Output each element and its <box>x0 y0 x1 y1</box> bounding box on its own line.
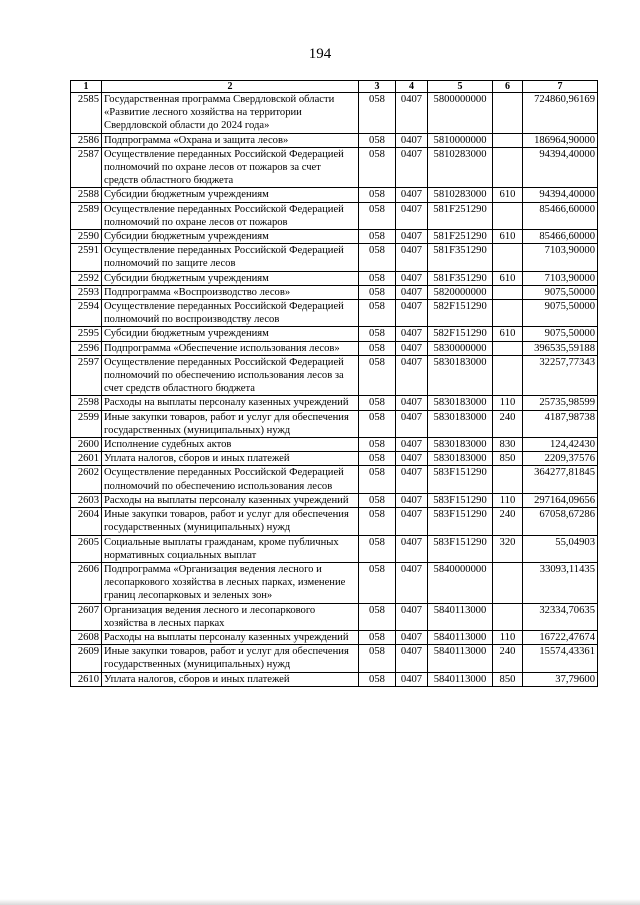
table-row <box>71 645 598 672</box>
section-code: 0407 <box>396 438 428 452</box>
item-name: Осуществление переданных Российской Федерацией полномочий по воспроизводству лесов <box>102 300 359 327</box>
section-code: 0407 <box>396 188 428 202</box>
section-code: 0407 <box>396 535 428 562</box>
table-row <box>71 271 598 285</box>
expense-type-code <box>493 562 523 603</box>
ministry-code: 058 <box>359 285 396 299</box>
ministry-code: 058 <box>359 396 396 410</box>
item-name: Организация ведения лесного и лесопаркового хозяйства в лесных парках <box>102 603 359 630</box>
row-number: 2607 <box>71 603 102 630</box>
header-cell: 1 <box>71 81 102 93</box>
table-row <box>71 355 598 396</box>
amount: 67058,67286 <box>523 508 598 535</box>
expense-type-code: 610 <box>493 271 523 285</box>
row-number: 2592 <box>71 271 102 285</box>
section-code: 0407 <box>396 93 428 134</box>
amount: 7103,90000 <box>523 271 598 285</box>
section-code: 0407 <box>396 341 428 355</box>
item-name: Субсидии бюджетным учреждениям <box>102 230 359 244</box>
header-cell: 2 <box>102 81 359 93</box>
ministry-code: 058 <box>359 672 396 686</box>
row-number: 2606 <box>71 562 102 603</box>
target-article-code: 581F351290 <box>428 244 493 271</box>
target-article-code: 5810283000 <box>428 188 493 202</box>
ministry-code: 058 <box>359 355 396 396</box>
amount: 724860,96169 <box>523 93 598 134</box>
section-code: 0407 <box>396 355 428 396</box>
target-article-code: 583F151290 <box>428 466 493 493</box>
expense-type-code <box>493 133 523 147</box>
expense-type-code: 830 <box>493 438 523 452</box>
section-code: 0407 <box>396 133 428 147</box>
amount: 9075,50000 <box>523 285 598 299</box>
ministry-code: 058 <box>359 438 396 452</box>
expense-type-code <box>493 244 523 271</box>
ministry-code: 058 <box>359 271 396 285</box>
expense-type-code: 610 <box>493 188 523 202</box>
item-name: Подпрограмма «Организация ведения лесного и лесопаркового хозяйства в лесных парках, изменение границ лесопарковых и зеленых зон» <box>102 562 359 603</box>
expense-type-code <box>493 355 523 396</box>
target-article-code: 582F151290 <box>428 327 493 341</box>
target-article-code: 583F151290 <box>428 493 493 507</box>
ministry-code: 058 <box>359 244 396 271</box>
item-name: Подпрограмма «Охрана и защита лесов» <box>102 133 359 147</box>
expense-type-code: 240 <box>493 508 523 535</box>
header-cell: 6 <box>493 81 523 93</box>
table-row <box>71 230 598 244</box>
scan-edge <box>0 899 640 905</box>
ministry-code: 058 <box>359 493 396 507</box>
expense-type-code <box>493 202 523 229</box>
item-name: Субсидии бюджетным учреждениям <box>102 271 359 285</box>
row-number: 2591 <box>71 244 102 271</box>
target-article-code: 5840113000 <box>428 645 493 672</box>
header-cell: 3 <box>359 81 396 93</box>
target-article-code: 5800000000 <box>428 93 493 134</box>
item-name: Иные закупки товаров, работ и услуг для обеспечения государственных (муниципальных) нужд <box>102 410 359 437</box>
row-number: 2595 <box>71 327 102 341</box>
row-number: 2599 <box>71 410 102 437</box>
table-row <box>71 244 598 271</box>
target-article-code: 5830183000 <box>428 410 493 437</box>
table-row <box>71 535 598 562</box>
section-code: 0407 <box>396 493 428 507</box>
ministry-code: 058 <box>359 147 396 188</box>
row-number: 2594 <box>71 300 102 327</box>
section-code: 0407 <box>396 285 428 299</box>
table-row <box>71 672 598 686</box>
amount: 33093,11435 <box>523 562 598 603</box>
row-number: 2596 <box>71 341 102 355</box>
row-number: 2602 <box>71 466 102 493</box>
item-name: Подпрограмма «Обеспечение использования лесов» <box>102 341 359 355</box>
row-number: 2593 <box>71 285 102 299</box>
table-row <box>71 327 598 341</box>
target-article-code: 581F351290 <box>428 271 493 285</box>
table-row <box>71 188 598 202</box>
item-name: Осуществление переданных Российской Федерацией полномочий по охране лесов от пожаров <box>102 202 359 229</box>
item-name: Подпрограмма «Воспроизводство лесов» <box>102 285 359 299</box>
row-number: 2610 <box>71 672 102 686</box>
section-code: 0407 <box>396 508 428 535</box>
expense-type-code <box>493 147 523 188</box>
item-name: Уплата налогов, сборов и иных платежей <box>102 672 359 686</box>
amount: 94394,40000 <box>523 188 598 202</box>
expense-type-code: 850 <box>493 672 523 686</box>
target-article-code: 582F151290 <box>428 300 493 327</box>
expense-type-code: 320 <box>493 535 523 562</box>
item-name: Социальные выплаты гражданам, кроме публичных нормативных социальных выплат <box>102 535 359 562</box>
row-number: 2609 <box>71 645 102 672</box>
amount: 15574,43361 <box>523 645 598 672</box>
table-row <box>71 630 598 644</box>
target-article-code: 5820000000 <box>428 285 493 299</box>
row-number: 2600 <box>71 438 102 452</box>
ministry-code: 058 <box>359 452 396 466</box>
table-row <box>71 562 598 603</box>
amount: 55,04903 <box>523 535 598 562</box>
amount: 364277,81845 <box>523 466 598 493</box>
target-article-code: 5840113000 <box>428 603 493 630</box>
section-code: 0407 <box>396 410 428 437</box>
ministry-code: 058 <box>359 562 396 603</box>
amount: 85466,60000 <box>523 202 598 229</box>
header-cell: 4 <box>396 81 428 93</box>
target-article-code: 5810000000 <box>428 133 493 147</box>
expense-type-code <box>493 300 523 327</box>
target-article-code: 5830183000 <box>428 355 493 396</box>
ministry-code: 058 <box>359 535 396 562</box>
row-number: 2605 <box>71 535 102 562</box>
item-name: Уплата налогов, сборов и иных платежей <box>102 452 359 466</box>
expense-type-code <box>493 603 523 630</box>
expense-type-code: 240 <box>493 645 523 672</box>
expense-type-code: 610 <box>493 230 523 244</box>
table-row <box>71 147 598 188</box>
target-article-code: 5840113000 <box>428 672 493 686</box>
item-name: Расходы на выплаты персоналу казенных учреждений <box>102 630 359 644</box>
budget-table <box>70 80 598 687</box>
ministry-code: 058 <box>359 603 396 630</box>
ministry-code: 058 <box>359 630 396 644</box>
section-code: 0407 <box>396 672 428 686</box>
target-article-code: 583F151290 <box>428 508 493 535</box>
item-name: Иные закупки товаров, работ и услуг для обеспечения государственных (муниципальных) нужд <box>102 508 359 535</box>
section-code: 0407 <box>396 230 428 244</box>
expense-type-code <box>493 341 523 355</box>
item-name: Субсидии бюджетным учреждениям <box>102 327 359 341</box>
amount: 7103,90000 <box>523 244 598 271</box>
item-name: Исполнение судебных актов <box>102 438 359 452</box>
ministry-code: 058 <box>359 410 396 437</box>
target-article-code: 5830183000 <box>428 396 493 410</box>
row-number: 2598 <box>71 396 102 410</box>
item-name: Осуществление переданных Российской Федерацией полномочий по охране лесов от пожаров за счет средств областного бюджета <box>102 147 359 188</box>
table-row <box>71 133 598 147</box>
expense-type-code <box>493 93 523 134</box>
table-row <box>71 493 598 507</box>
row-number: 2587 <box>71 147 102 188</box>
table-body <box>71 93 598 687</box>
amount: 16722,47674 <box>523 630 598 644</box>
header-cell: 5 <box>428 81 493 93</box>
item-name: Субсидии бюджетным учреждениям <box>102 188 359 202</box>
ministry-code: 058 <box>359 466 396 493</box>
page-number: 194 <box>308 46 332 62</box>
expense-type-code <box>493 285 523 299</box>
ministry-code: 058 <box>359 300 396 327</box>
expense-type-code: 850 <box>493 452 523 466</box>
row-number: 2589 <box>71 202 102 229</box>
section-code: 0407 <box>396 630 428 644</box>
target-article-code: 581F251290 <box>428 230 493 244</box>
section-code: 0407 <box>396 300 428 327</box>
ministry-code: 058 <box>359 327 396 341</box>
row-number: 2604 <box>71 508 102 535</box>
table-row <box>71 396 598 410</box>
item-name: Осуществление переданных Российской Федерацией полномочий по обеспечению использования лесов <box>102 466 359 493</box>
amount: 297164,09656 <box>523 493 598 507</box>
header-cell: 7 <box>523 81 598 93</box>
row-number: 2586 <box>71 133 102 147</box>
expense-type-code: 240 <box>493 410 523 437</box>
section-code: 0407 <box>396 603 428 630</box>
section-code: 0407 <box>396 271 428 285</box>
table-row <box>71 202 598 229</box>
amount: 32334,70635 <box>523 603 598 630</box>
table-row <box>71 452 598 466</box>
expense-type-code: 110 <box>493 630 523 644</box>
table-row <box>71 466 598 493</box>
item-name: Осуществление переданных Российской Федерацией полномочий по обеспечению использования лесов за счет средств областного бюджета <box>102 355 359 396</box>
item-name: Расходы на выплаты персоналу казенных учреждений <box>102 493 359 507</box>
ministry-code: 058 <box>359 93 396 134</box>
amount: 94394,40000 <box>523 147 598 188</box>
row-number: 2603 <box>71 493 102 507</box>
table-row <box>71 410 598 437</box>
target-article-code: 5840113000 <box>428 630 493 644</box>
section-code: 0407 <box>396 452 428 466</box>
amount: 186964,90000 <box>523 133 598 147</box>
target-article-code: 5830000000 <box>428 341 493 355</box>
table-row <box>71 603 598 630</box>
amount: 32257,77343 <box>523 355 598 396</box>
row-number: 2590 <box>71 230 102 244</box>
amount: 396535,59188 <box>523 341 598 355</box>
ministry-code: 058 <box>359 508 396 535</box>
amount: 9075,50000 <box>523 327 598 341</box>
table-row <box>71 508 598 535</box>
ministry-code: 058 <box>359 202 396 229</box>
item-name: Осуществление переданных Российской Федерацией полномочий по защите лесов <box>102 244 359 271</box>
amount: 37,79600 <box>523 672 598 686</box>
target-article-code: 5810283000 <box>428 147 493 188</box>
table-row <box>71 93 598 134</box>
section-code: 0407 <box>396 147 428 188</box>
amount: 85466,60000 <box>523 230 598 244</box>
section-code: 0407 <box>396 562 428 603</box>
row-number: 2601 <box>71 452 102 466</box>
target-article-code: 5840000000 <box>428 562 493 603</box>
row-number: 2608 <box>71 630 102 644</box>
row-number: 2585 <box>71 93 102 134</box>
target-article-code: 583F151290 <box>428 535 493 562</box>
ministry-code: 058 <box>359 645 396 672</box>
table-header-row <box>71 81 598 93</box>
item-name: Расходы на выплаты персоналу казенных учреждений <box>102 396 359 410</box>
amount: 124,42430 <box>523 438 598 452</box>
target-article-code: 5830183000 <box>428 438 493 452</box>
amount: 9075,50000 <box>523 300 598 327</box>
expense-type-code: 610 <box>493 327 523 341</box>
section-code: 0407 <box>396 396 428 410</box>
table-row <box>71 438 598 452</box>
ministry-code: 058 <box>359 230 396 244</box>
expense-type-code <box>493 466 523 493</box>
amount: 25735,98599 <box>523 396 598 410</box>
ministry-code: 058 <box>359 188 396 202</box>
expense-type-code: 110 <box>493 493 523 507</box>
target-article-code: 5830183000 <box>428 452 493 466</box>
row-number: 2597 <box>71 355 102 396</box>
ministry-code: 058 <box>359 133 396 147</box>
section-code: 0407 <box>396 244 428 271</box>
expense-type-code: 110 <box>493 396 523 410</box>
section-code: 0407 <box>396 327 428 341</box>
item-name: Государственная программа Свердловской области «Развитие лесного хозяйства на территории Свердловской области до 2024 года» <box>102 93 359 134</box>
amount: 4187,98738 <box>523 410 598 437</box>
row-number: 2588 <box>71 188 102 202</box>
section-code: 0407 <box>396 202 428 229</box>
item-name: Иные закупки товаров, работ и услуг для обеспечения государственных (муниципальных) нужд <box>102 645 359 672</box>
section-code: 0407 <box>396 645 428 672</box>
target-article-code: 581F251290 <box>428 202 493 229</box>
ministry-code: 058 <box>359 341 396 355</box>
table-row <box>71 341 598 355</box>
section-code: 0407 <box>396 466 428 493</box>
table-row <box>71 285 598 299</box>
table-row <box>71 300 598 327</box>
amount: 2209,37576 <box>523 452 598 466</box>
